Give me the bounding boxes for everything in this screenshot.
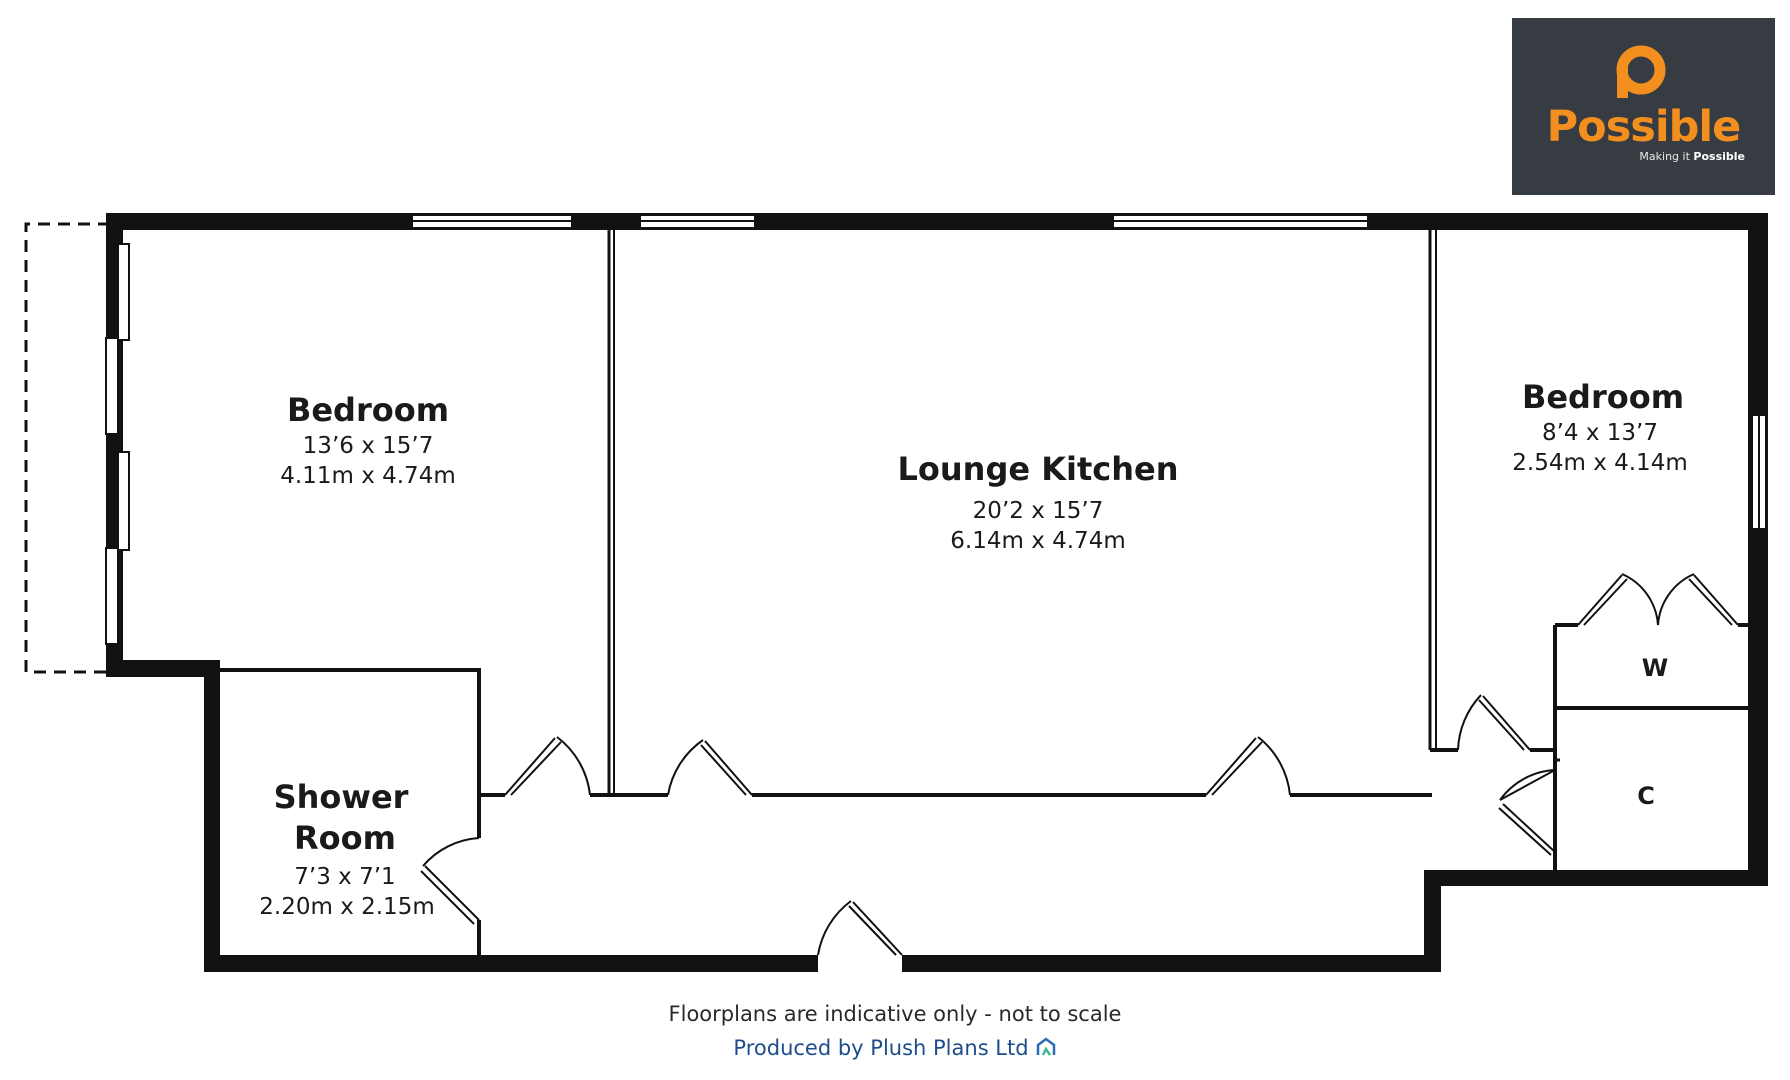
house-icon bbox=[1035, 1036, 1057, 1058]
shower-room-metric: 2.20m x 2.15m bbox=[259, 894, 435, 920]
location-pin-icon bbox=[1512, 18, 1775, 98]
bedroom-left-metric: 4.11m x 4.74m bbox=[280, 463, 456, 489]
bay-outline bbox=[26, 224, 110, 672]
cupboard-label: C bbox=[1637, 782, 1655, 810]
bedroom-right-imperial: 8’4 x 13’7 bbox=[1541, 420, 1659, 446]
shower-room-imperial: 7’3 x 7’1 bbox=[294, 864, 396, 890]
possible-logo bbox=[1512, 18, 1775, 195]
credit-line bbox=[0, 1036, 1790, 1060]
logo-tagline-brand: Possible bbox=[1693, 150, 1745, 163]
doors bbox=[421, 574, 1738, 955]
bedroom-left-imperial: 13’6 x 15’7 bbox=[302, 433, 434, 459]
shower-room-name-2: Room bbox=[294, 819, 396, 857]
shower-room-name-1: Shower bbox=[273, 778, 409, 816]
lounge-kitchen-metric: 6.14m x 4.74m bbox=[950, 528, 1126, 554]
lounge-kitchen-name: Lounge Kitchen bbox=[897, 450, 1179, 488]
lounge-kitchen-imperial: 20’2 x 15’7 bbox=[972, 498, 1104, 524]
disclaimer-text: Floorplans are indicative only - not to scale bbox=[668, 1002, 1122, 1026]
window-right bbox=[1752, 415, 1766, 529]
logo-tagline-prefix: Making it bbox=[1639, 150, 1690, 163]
bedroom-right-name: Bedroom bbox=[1521, 378, 1685, 416]
logo-wordmark: Possible bbox=[1546, 102, 1741, 152]
credit-text: Produced by Plush Plans Ltd bbox=[733, 1036, 1029, 1060]
bedroom-right-metric: 2.54m x 4.14m bbox=[1512, 450, 1688, 476]
bedroom-left-name: Bedroom bbox=[286, 391, 450, 429]
outer-walls bbox=[106, 213, 1768, 972]
wardrobe-label: W bbox=[1641, 654, 1669, 682]
logo-tagline bbox=[1639, 150, 1745, 163]
